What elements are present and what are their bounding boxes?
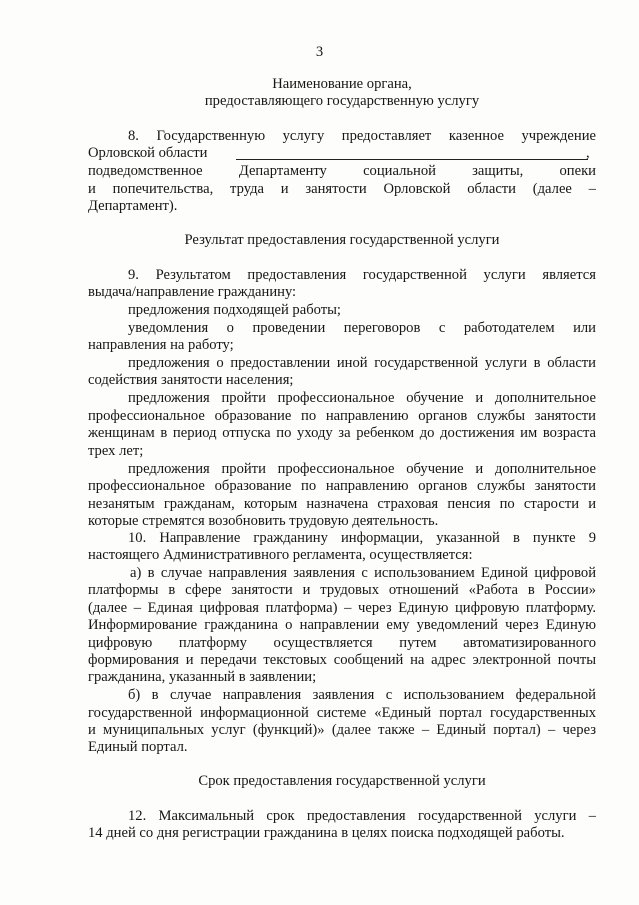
paragraph-line: Информирование гражданина о направлении ему уведомлений через Единую	[88, 617, 596, 633]
paragraph-line: государственной информационной системе «Единый портал государственных	[88, 705, 596, 721]
paragraph-line: б) в случае направления заявления с использованием федеральной	[128, 687, 596, 703]
paragraph-line: 8. Государственную услугу предоставляет казенное учреждение	[128, 128, 596, 144]
paragraph-line: 9. Результатом предоставления государственной услуги является	[128, 267, 596, 283]
paragraph-line: (далее – Единая цифровая платформа) – через Единую цифровую платформу.	[88, 600, 596, 616]
paragraph-line: женщинам в период отпуска по уходу за ребенком до достижения им возраста	[88, 425, 596, 441]
paragraph-line: и муниципальных услуг (функций)» (далее также – Единый портал) – через	[88, 722, 596, 738]
paragraph-line: Единый портал.	[88, 739, 188, 755]
section-heading: предоставляющего государственную услугу	[204, 93, 480, 109]
paragraph-line: Орловской области	[88, 145, 208, 161]
paragraph-line: содействия занятости населения;	[88, 372, 294, 388]
paragraph-line: 14 дней со дня регистрации гражданина в целях поиска подходящей работы.	[88, 825, 565, 841]
paragraph-line: уведомления о проведении переговоров с работодателем или	[128, 320, 596, 336]
paragraph-line: предложения подходящей работы;	[128, 302, 341, 318]
paragraph-line: цифровую платформу осуществляется путем автоматизированного	[88, 635, 596, 651]
paragraph-line: 10. Направление гражданину информации, указанной в пункте 9	[128, 530, 596, 546]
paragraph-line: Департамент).	[88, 198, 178, 214]
paragraph-line: предложения пройти профессиональное обучение и дополнительное	[128, 390, 596, 406]
paragraph-line: профессиональное образование по направлению органов службы занятости	[88, 478, 596, 494]
paragraph-line: гражданина, указанный в заявлении;	[88, 669, 317, 685]
paragraph-line: настоящего Административного регламента, осуществляется:	[88, 547, 473, 563]
paragraph-line: направления на работу;	[88, 337, 234, 353]
section-heading: Срок предоставления государственной услуги	[198, 773, 486, 789]
paragraph-line: подведомственное Департаменту социальной защиты, опеки	[88, 163, 596, 179]
paragraph-line: которые стремятся возобновить трудовую деятельность.	[88, 513, 439, 529]
section-heading: Результат предоставления государственной услуги	[184, 232, 500, 248]
blank-fill-line	[236, 159, 588, 160]
section-heading: Наименование органа,	[272, 76, 412, 92]
paragraph-line: и попечительства, труда и занятости Орловской области (далее –	[88, 181, 596, 197]
blank-end-comma: ,	[586, 145, 590, 161]
paragraph-line: 12. Максимальный срок предоставления государственной услуги –	[128, 808, 596, 824]
paragraph-line: незанятым гражданам, которым назначена страховая пенсия по старости и	[88, 496, 596, 512]
paragraph-line: профессиональное образование по направлению органов службы занятости	[88, 408, 596, 424]
paragraph-line: а) в случае направления заявления с использованием Единой цифровой	[130, 565, 596, 581]
paragraph-line: трех лет;	[88, 443, 144, 459]
paragraph-line: выдача/направление гражданину:	[88, 284, 297, 300]
paragraph-line: предложения пройти профессиональное обучение и дополнительное	[128, 461, 596, 477]
paragraph-line: формирования и передачи текстовых сообщений на адрес электронной почты	[88, 652, 596, 668]
page-number: 3	[315, 44, 324, 60]
paragraph-line: платформы в сфере занятости и трудовых отношений «Работа в России»	[88, 582, 596, 598]
paragraph-line: предложения о предоставлении иной государственной услуги в области	[128, 355, 596, 371]
